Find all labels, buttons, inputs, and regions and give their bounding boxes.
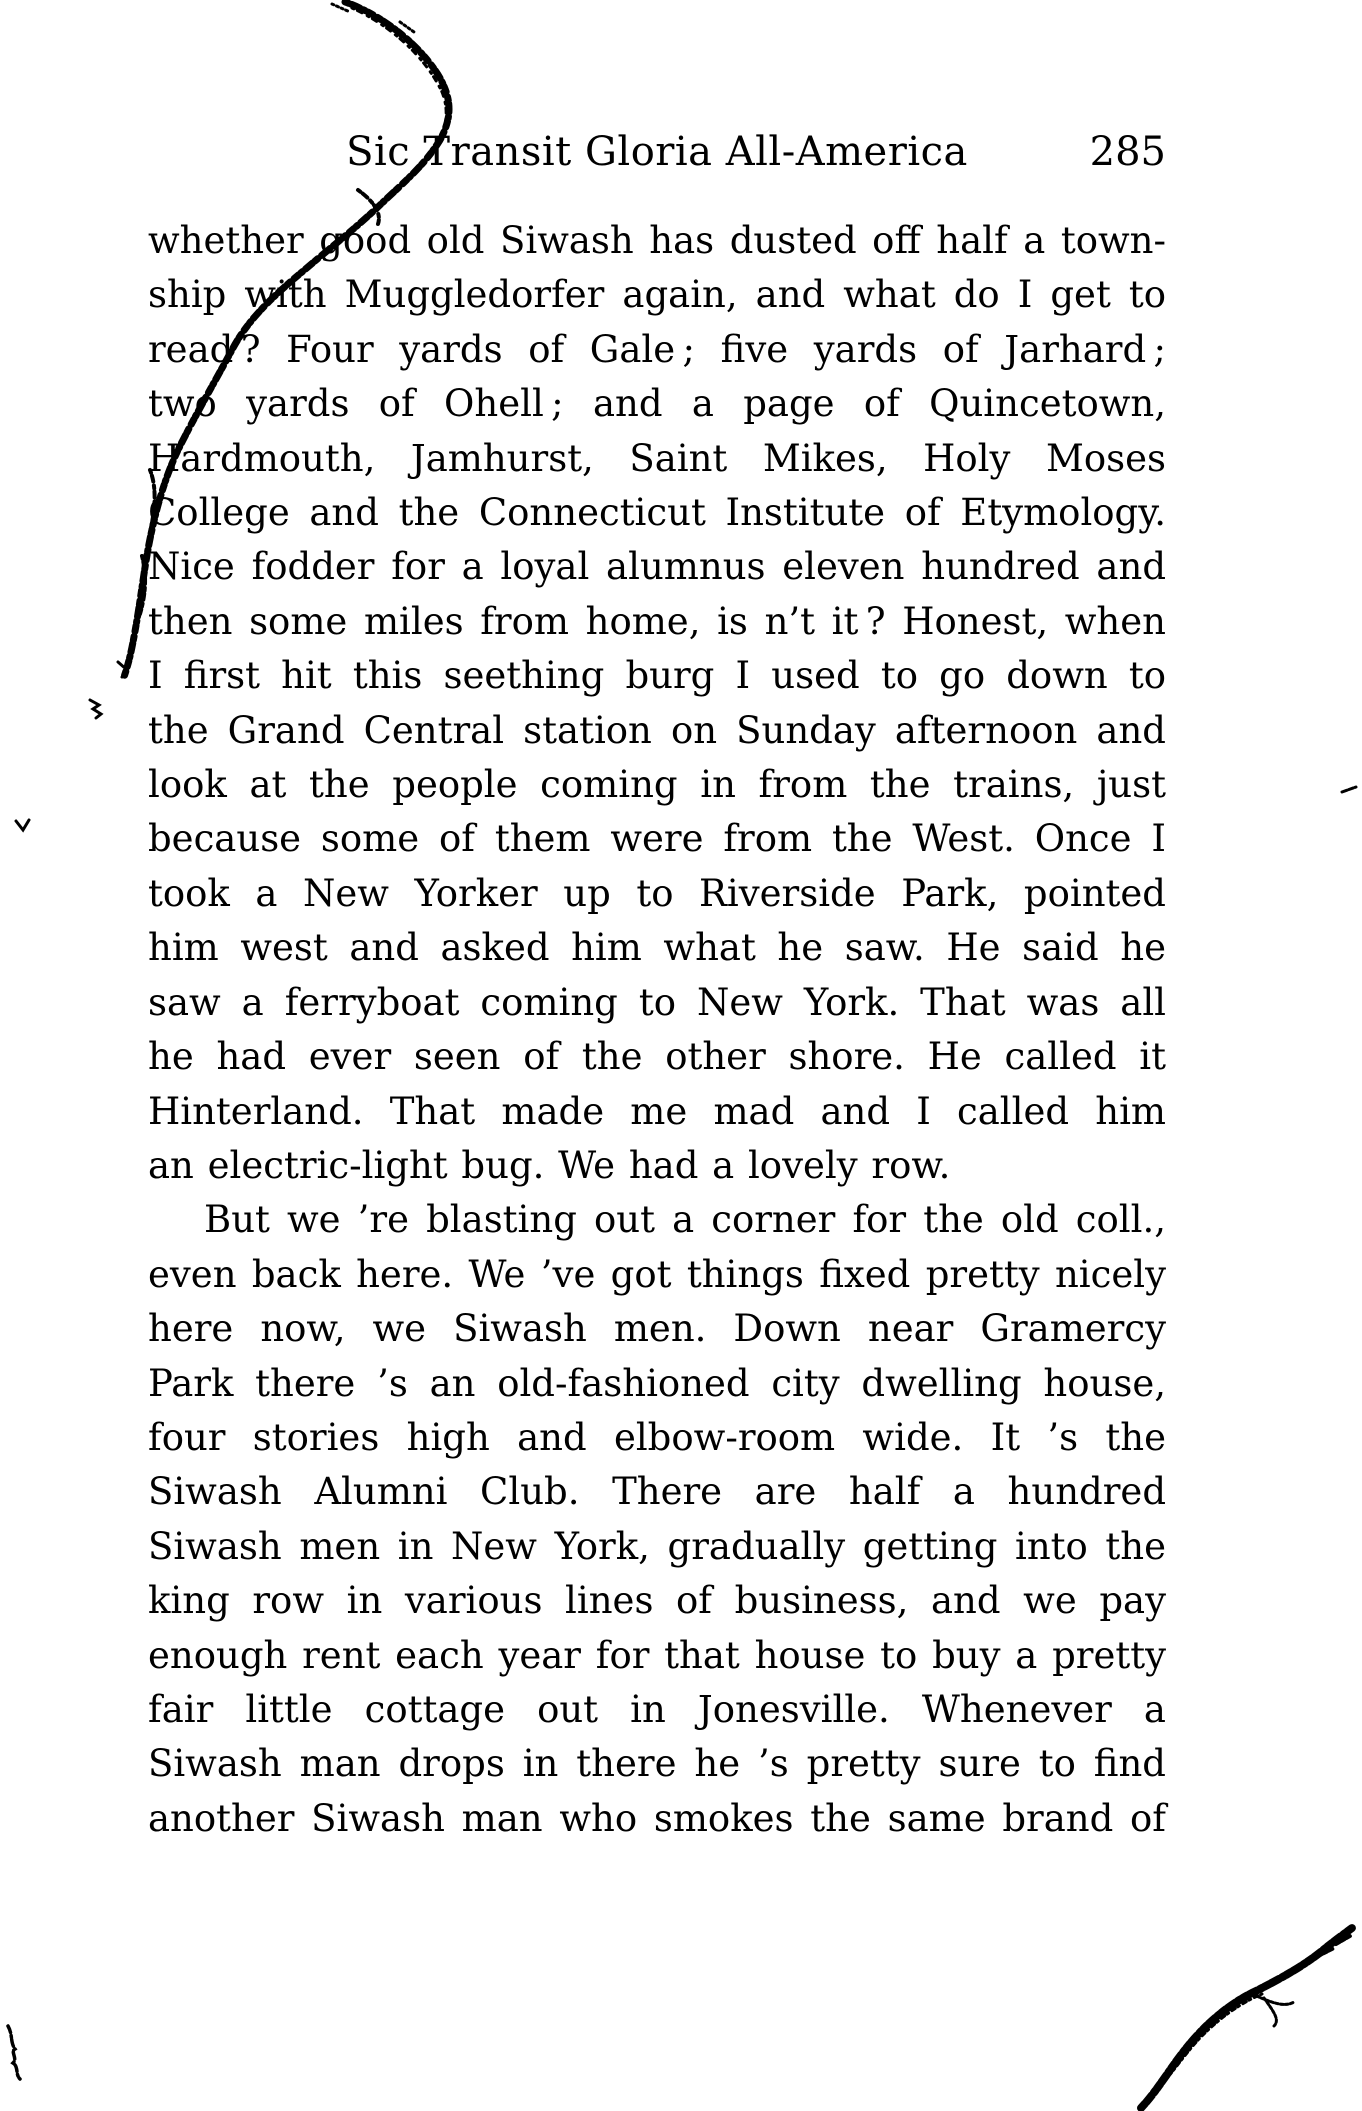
text-line: But we ’re blasting out a corner for the old coll., [204, 1198, 1166, 1242]
running-title: Sic Transit Gloria All-America [346, 129, 968, 175]
text-line: look at the people coming in from the trains, just [148, 763, 1166, 807]
text-line: four stories high and elbow-room wide. It ’s the [148, 1415, 1166, 1459]
text-line: fair little cottage out in Jonesville. Whenever a [148, 1687, 1166, 1731]
text-line: king row in various lines of business, and we pay [148, 1579, 1166, 1623]
text-line: saw a ferryboat coming to New York. That was all [148, 980, 1166, 1024]
text-line: Siwash man drops in there he ’s pretty sure to find [148, 1742, 1166, 1786]
text-line: enough rent each year for that house to buy a pretty [148, 1633, 1166, 1677]
text-line: two yards of Ohell ; and a page of Quincetown, [148, 382, 1166, 426]
page-number: 285 [1089, 129, 1166, 175]
scan-artifact-specks-left [16, 662, 126, 830]
text-line: Siwash men in New York, gradually getting into the [148, 1524, 1166, 1568]
paragraph-2 [148, 1193, 1166, 1846]
text-line: whether good old Siwash has dusted off half a town- [148, 219, 1166, 262]
text-line: because some of them were from the West. Once I [148, 817, 1166, 861]
page-body [148, 214, 1166, 1846]
text-line: then some miles from home, is n’t it ? Honest, when [148, 599, 1166, 643]
text-line: Hinterland. That made me mad and I called him [148, 1089, 1166, 1133]
text-line: Park there ’s an old-fashioned city dwelling house, [148, 1361, 1166, 1405]
paragraph-1 [148, 214, 1166, 1193]
text-line: he had ever seen of the other shore. He called it [148, 1035, 1166, 1079]
text-line: even back here. We ’ve got things fixed pretty nicely [148, 1252, 1166, 1296]
text-line: here now, we Siwash men. Down near Gramercy [148, 1307, 1166, 1351]
text-line: another Siwash man who smokes the same brand of [148, 1796, 1166, 1840]
text-line: an electric-light bug. We had a lovely row. [148, 1143, 951, 1187]
scan-artifact-squiggle-bottom-left [8, 2026, 20, 2079]
text-line: Hardmouth, Jamhurst, Saint Mikes, Holy Moses [148, 436, 1166, 480]
text-line: College and the Connecticut Institute of Etymology. [148, 491, 1166, 535]
text-line: the Grand Central station on Sunday afternoon and [148, 708, 1166, 752]
text-line: Siwash Alumni Club. There are half a hundred [148, 1470, 1166, 1514]
running-header [148, 128, 1166, 180]
text-line: took a New Yorker up to Riverside Park, pointed [148, 871, 1166, 915]
text-line: him west and asked him what he saw. He said he [148, 926, 1166, 970]
scan-artifact-hair-bottom-right [1141, 1928, 1352, 2108]
text-line: ship with Muggledorfer again, and what do I get to [148, 273, 1166, 317]
text-line: I first hit this seething burg I used to go down to [148, 654, 1166, 698]
text-line: read ? Four yards of Gale ; five yards of Jarhard ; [148, 327, 1166, 371]
scan-artifact-dash-right [1342, 787, 1356, 792]
text-line: Nice fodder for a loyal alumnus eleven hundred and [148, 545, 1166, 589]
